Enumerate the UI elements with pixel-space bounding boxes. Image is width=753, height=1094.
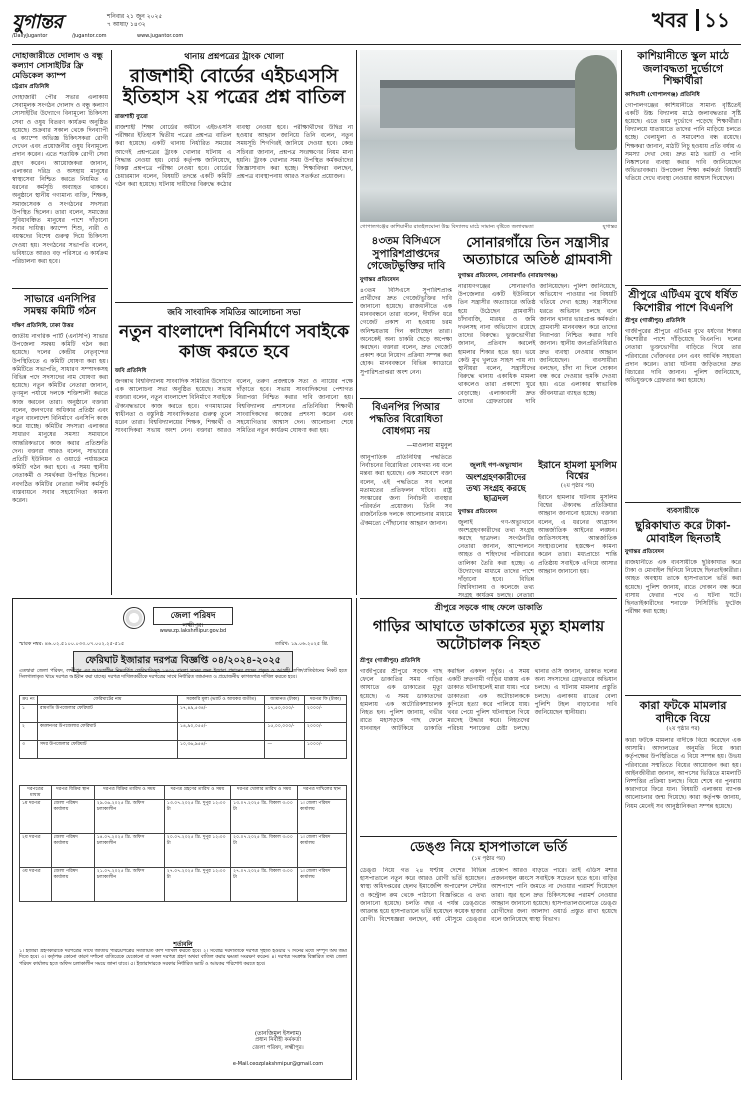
byline: যুগান্তর প্রতিবেদন: [360, 276, 400, 283]
table-cell: ২য় দরপত্র: [20, 834, 52, 868]
table-header: ফেরিঘাটের নাম: [38, 696, 178, 705]
notice-title: ফেরিঘাট ইজারার দরপত্র বিজ্ঞপ্তি ০৪/২০২৪-২০২৫: [73, 651, 293, 672]
section-divider: [696, 9, 699, 31]
story-sreepur-girl: [625, 289, 741, 499]
social-facebook[interactable]: /DailyJugantor: [12, 33, 48, 39]
table-cell: ১৭,৪৯,৫৩৪/-: [178, 704, 265, 722]
table-cell: ১০০০/-: [305, 740, 347, 758]
byline: শ্রীপুর (গাজীপুর) প্রতিনিধি: [625, 318, 686, 324]
body-text: নারায়ণগঞ্জের সোনারগাঁও উপজেলার একটি ইউনিয়নে তিন সন্ত্রাসীর অত্যাচারে অতিষ্ঠ হয়ে উঠেছেন গ্রামবাসী। চাঁদাবাজি, মারধর ও জমি দখলসহ নানা অভিযোগ রয়েছে তাদের বিরুদ্ধে। ভুক্তভোগীরা জানান, প্রতিবাদ করলেই হামলার শিকার হতে হয়। ভয়ে কেউ মুখ খুলতে সাহস পায় না। স্থানীয়রা বলেন, সন্ত্রাসীদের বিরুদ্ধে থানায় একাধিক মামলা থাকলেও তারা প্রকাশ্যে ঘুরে বেড়াচ্ছে। এলাকাবাসী দ্রুত তাদের গ্রেফতারের দাবি জানিয়েছেন। পুলিশ জানিয়েছে, অভিযোগ পাওয়ার পর বিষয়টি খতিয়ে দেখা হচ্ছে। সন্ত্রাসীদের ধরতে অভিযান চলছে বলে জানান থানার ভারপ্রাপ্ত কর্মকর্তা। গ্রামবাসী মানববন্ধন করে তাদের নিরাপত্তা নিশ্চিত করার দাবি জানান। স্থানীয় জনপ্রতিনিধিরাও দ্রুত ব্যবস্থা নেওয়ার আহ্বান জানিয়েছেন। ব্যবসায়ীরা বলছেন, চাঁদা না দিলে দোকান বন্ধ করে দেওয়ার হুমকি দেওয়া হয়। এতে এলাকার স্বাভাবিক জীবনযাত্রা ব্যাহত হচ্ছে।: [458, 283, 617, 405]
column-rule: [356, 50, 357, 595]
table-cell: ২: [20, 722, 38, 740]
body-text: ইরানে হামলার ঘটনায় মুসলিম বিশ্বের ঐক্যবদ্ধ প্রতিক্রিয়ার আহ্বান জানানো হয়েছে। বক্তারা বলেন, এ ধরনের আগ্রাসন আন্তর্জাতিক আইনের লঙ্ঘন। জাতিসংঘসহ আন্তর্জাতিক সংস্থাগুলোর হস্তক্ষেপ কামনা করেন তারা। মধ্যপ্রাচ্যে শান্তি প্রতিষ্ঠায় সবাইকে এগিয়ে আসার আহ্বান জানানো হয়।: [538, 494, 617, 575]
story-sonargaon: [458, 235, 617, 455]
divider: [625, 695, 741, 696]
story-iran: [538, 460, 617, 594]
byline: দক্ষিণ প্রতিনিধি, ঢাকা উত্তর: [12, 323, 74, 329]
story-business: [625, 506, 741, 692]
table-row: [20, 800, 347, 834]
photo-tree: [575, 55, 617, 150]
table-cell: ২৯.০৬.২০২৫ খ্রি. অফিস চলাকালীন: [94, 800, 164, 834]
table-header-row: [20, 696, 347, 705]
signature-role: প্রধান নির্বাহী কর্মকর্তা: [254, 1037, 301, 1043]
story-left-2: [12, 294, 108, 594]
kicker: শ্রীপুরে সড়কে গাছ ফেলে ডাকাতি: [434, 602, 543, 612]
body-text: রাজশাহী শিক্ষা বোর্ডের অধীনে এইচএসসি পরীক্ষার ইতিহাস দ্বিতীয় পত্রের প্রশ্নপত্র বাতিল করা হয়েছে। একটি থানায় নির্ধারিত সময়ের আগেই প্রশ্নপত্রের ট্রাংক খোলার ঘটনায় এ সিদ্ধান্ত নেওয়া হয়। বোর্ড কর্তৃপক্ষ জানিয়েছে, বিকল্প প্রশ্নপত্রে পরীক্ষা নেওয়া হবে। বোর্ডের চেয়ারম্যান বলেন, বিষয়টি তদন্তে একটি কমিটি গঠন করা হয়েছে। ঘটনায় দায়ীদের বিরুদ্ধে কঠোর ব্যবস্থা নেওয়া হবে। পরীক্ষার্থীদের উদ্বিগ্ন না হওয়ার আহ্বান জানিয়ে তিনি বলেন, নতুন সময়সূচি শিগগিরই জানিয়ে দেওয়া হবে। কেন্দ্র সচিবরা জানান, প্রশ্নপত্র সংরক্ষণের নিয়ম মানা হয়নি। ট্রাংক খোলার সময় উপস্থিত কর্মকর্তাদের জিজ্ঞাসাবাদ করা হচ্ছে। শিক্ষাবিদরা বলছেন, প্রশ্নপত্র ব্যবস্থাপনায় আরও সতর্কতা প্রয়োজন।: [115, 124, 353, 189]
date-line-2: ৭ আষাঢ় ১৪৩২: [107, 21, 146, 28]
column-rule: [356, 598, 357, 1080]
headline: ছুরিকাঘাত করে টাকা-মোবাইল ছিনতাই: [635, 519, 731, 545]
divider: [360, 598, 617, 599]
table-header: সরকারি মূল্য (ভ্যাট ও আয়কর ব্যতীত): [178, 696, 265, 705]
byline: চট্টগ্রাম প্রতিনিধি: [12, 84, 50, 90]
table-header-row: [20, 786, 347, 800]
story-bcs: [360, 235, 452, 395]
headline: বিএনপির পিআর পদ্ধতির বিরোধিতা বোধগম্য নয়: [369, 402, 443, 437]
table-cell: সদর উপজেলার ফেরিঘাট: [38, 740, 178, 758]
table-header: দরপত্র বিক্রির স্থান: [51, 786, 94, 800]
notice-email[interactable]: e-Mail.ceozplakshmipur@gmail.com: [232, 1061, 324, 1067]
body-text: আনুপাতিক প্রতিনিধিত্ব পদ্ধতিতে নির্বাচনের বিরোধিতা বোধগম্য নয় বলে মন্তব্য করা হয়েছে। এক সমাবেশে বক্তা বলেন, এই পদ্ধতিতে সব দলের মতামতের প্রতিফলন ঘটবে। রাষ্ট্র সংস্কারের জন্য নির্বাচনী ব্যবস্থার পরিবর্তন প্রয়োজন। তিনি সব রাজনৈতিক দলকে আলোচনার মাধ্যমে ঐকমত্যে পৌঁছানোর আহ্বান জানান।: [360, 454, 452, 527]
site-link[interactable]: www.jugantor.com: [137, 33, 184, 39]
table-header: দরপত্র ফি (টাকা): [305, 696, 347, 705]
photo-caption: গোপালগঞ্জের কাশিয়ানীর রাতইলঘোনা উচ্চ বিদ্যালয় মাঠে সামান্য বৃষ্টিতে জলাবদ্ধতা: [360, 224, 534, 230]
divider: [360, 398, 452, 399]
byline: কাশিয়ানী (গোপালগঞ্জ) প্রতিনিধি: [625, 91, 700, 98]
tender-notice: [12, 598, 352, 1080]
kicker: ব্যবসায়ীকে: [666, 506, 700, 515]
kicker: থানায় প্রশ্নপত্রের ট্রাংক খোলা: [184, 52, 284, 62]
column-rule: [111, 50, 112, 595]
divider: [625, 502, 741, 503]
headline: অংশগ্রহণকারীদের তথ্য সংগ্রহ করছে ছাত্রদল: [465, 473, 527, 504]
table-cell: ২১.০৭.২০২৫ খ্রি. অফিস চলাকালীন: [94, 868, 164, 902]
story-juli: [458, 460, 534, 599]
schedule-table: [19, 785, 347, 902]
table-cell: ২৭.০৭.২০২৫ খ্রি. বিকাল ৩:০০ টা: [231, 868, 298, 902]
table-cell: ৩: [20, 740, 38, 758]
table-cell: ১৪.০৭.২০২৫ খ্রি. অফিস চলাকালীন: [94, 834, 164, 868]
lease-table: [19, 695, 347, 759]
page-number: ১১: [704, 8, 730, 32]
body-text: রাজধানীতে এক ব্যবসায়ীকে ছুরিকাঘাত করে টাকা ও মোবাইল ছিনিয়ে নিয়েছে ছিনতাইকারীরা। আহত অবস্থায় তাকে হাসপাতালে ভর্তি করা হয়েছে। পুলিশ জানায়, রাতে দোকান বন্ধ করে বাসায় ফেরার পথে এ ঘটনা ঘটে। ছিনতাইকারীদের শনাক্তে সিসিটিভি ফুটেজ পরীক্ষা করা হচ্ছে।: [625, 559, 741, 616]
headline: নতুন বাংলাদেশ বিনির্মাণে সবাইকে কাজ করতে হবে: [119, 322, 349, 362]
story-center-2: [115, 306, 353, 594]
table-cell: ১০,৩৬,৯৫৪/-: [178, 740, 265, 758]
headline: কাশিয়ানীতে স্কুল মাঠে জলাবদ্ধতা দুর্ভোগে শিক্ষার্থীরা: [637, 50, 729, 87]
table-cell: জেলা পরিষদ কার্যালয়: [51, 834, 94, 868]
notice-place: লক্ষ্মীপুর।: [182, 622, 204, 629]
table-cell: ৩য় দরপত্র: [20, 868, 52, 902]
table-row: [20, 834, 347, 868]
table-cell: কমলনগর উপজেলার ফেরিঘাট: [38, 722, 178, 740]
column-rule: [621, 50, 622, 1080]
body-text: জাতীয় নাগরিক পার্টি (এনসিপি) সাভার উপজেলা সমন্বয় কমিটি গঠন করা হয়েছে। দলের কেন্দ্রীয় নেতৃবৃন্দের উপস্থিতিতে এ কমিটি ঘোষণা করা হয়। কমিটিতে সভাপতি, সাধারণ সম্পাদকসহ বিভিন্ন পদে সদস্যদের নাম ঘোষণা করা হয়েছে। নতুন কমিটির নেতারা জানান, তৃণমূল পর্যায়ে দলকে শক্তিশালী করতে কাজ করবেন তারা। অনুষ্ঠানে বক্তারা বলেন, জনগণের অধিকার প্রতিষ্ঠা এবং নতুন বাংলাদেশ বিনির্মাণে এনসিপি কাজ করে যাচ্ছে। কমিটির সদস্যরা এলাকার সাধারণ মানুষের সমস্যা সমাধানে আন্তরিকভাবে কাজ করার প্রতিশ্রুতি দেন। বক্তারা আরও বলেন, সাভারের প্রতিটি ইউনিয়ন ও ওয়ার্ডে পর্যায়ক্রমে কমিটি গঠন করা হবে। এ সময় স্থানীয় নেতাকর্মী ও সমর্থকরা উপস্থিত ছিলেন। নবগঠিত কমিটির নেতারা দলীয় কর্মসূচি বাস্তবায়নে সবার সহযোগিতা কামনা করেন।: [12, 333, 108, 505]
story-sreepur: [360, 602, 617, 832]
subtitle: (১ম পৃষ্ঠার পর): [471, 856, 506, 862]
body-text: গাজীপুরের শ্রীপুরে এটিএম বুথে ধর্ষণের শিকার কিশোরীর পাশে দাঁড়িয়েছে বিএনপি। দলের নেতারা ভুক্তভোগীর বাড়িতে গিয়ে তার পরিবারের খোঁজখবর নেন এবং আর্থিক সহায়তা প্রদান করেন। তারা ঘটনায় জড়িতদের দ্রুত বিচারের দাবি জানান। পুলিশ জানিয়েছে, অভিযুক্তকে গ্রেফতার করা হয়েছে।: [625, 328, 741, 385]
byline: শ্রীপুর (গাজীপুর) প্রতিনিধি: [360, 658, 421, 664]
news-photo: [360, 50, 617, 222]
table-header: দরপত্র গ্রহণের তারিখ ও সময়: [164, 786, 230, 800]
headline: রাজশাহী বোর্ডের এইচএসসি ইতিহাস ২য় পত্রের প্রশ্ন বাতিল: [122, 66, 346, 108]
body-text: ডেঙ্গু নিয়ে গত ২৪ ঘণ্টায় দেশের বিভিন্ন হাসপাতালে নতুন করে আরও রোগী ভর্তি হয়েছেন। স্বাস্থ্য অধিদপ্তরের হেলথ ইমার্জেন্সি অপারেশন সেন্টার ও কন্ট্রোল রুম থেকে পাঠানো বিজ্ঞপ্তিতে এ তথ্য জানানো হয়েছে। চলতি বছর এ পর্যন্ত ডেঙ্গুতে আক্রান্ত হয়ে হাসপাতালে ভর্তি হয়েছেন কয়েক হাজার রোগী। বিশেষজ্ঞরা বলছেন, বর্ষা মৌসুমে ডেঙ্গুর প্রকোপ আরও বাড়তে পারে। তাই এডিস মশার প্রজননস্থল ধ্বংসে সবাইকে সচেতন হতে হবে। বাড়ির আশপাশে পানি জমতে না দেওয়ার পরামর্শ দিয়েছেন তারা। জ্বর হলে দ্রুত চিকিৎসকের পরামর্শ নেওয়ার আহ্বান জানানো হয়েছে। হাসপাতালগুলোতে ডেঙ্গু রোগীদের জন্য আলাদা ওয়ার্ড প্রস্তুত রাখা হয়েছে বলে জানিয়েছে স্বাস্থ্য বিভাগ।: [360, 867, 617, 924]
divider: [12, 288, 108, 289]
divider: [360, 836, 617, 837]
table-cell: ১। জেলা পরিষদ কার্যালয়: [298, 800, 347, 834]
byline: যুগান্তর প্রতিবেদন, সোনারগাঁও (নারায়ণগঞ্জ): [458, 273, 558, 279]
byline: যুগান্তর প্রতিবেদন: [458, 508, 498, 515]
photo-roof: [380, 80, 580, 88]
social-twitter[interactable]: /jugantor.com: [72, 33, 107, 39]
divider: [625, 285, 741, 286]
table-cell: ১৪,৯০,০৫৫/-: [178, 722, 265, 740]
story-jail: [625, 699, 741, 1079]
table-header: জামানত (টাকা): [265, 696, 305, 705]
divider: [115, 302, 353, 303]
table-header: দরপত্র খোলার তারিখ ও সময়: [231, 786, 298, 800]
table-cell: ১৩.০৭.২০২৫ খ্রি. দুপুর ১২:০০ টা: [164, 800, 230, 834]
notice-memo: স্মারক নম্বর: ৪৬.০২.৫১০০.০৩৩.০৭.০০২.২৫-৫১৫: [19, 641, 125, 647]
table-header: ক্রঃ নং: [20, 696, 38, 705]
byline: যুগান্তর প্রতিবেদন: [625, 549, 665, 555]
body-text: জগন্নাথ বিশ্ববিদ্যালয় সাংবাদিক সমিতির উদ্যোগে এক আলোচনা সভা অনুষ্ঠিত হয়েছে। সভায় বক্তারা বলেন, নতুন বাংলাদেশ বিনির্মাণে সবাইকে ঐক্যবদ্ধভাবে কাজ করতে হবে। গণমাধ্যমের স্বাধীনতা ও বস্তুনিষ্ঠ সাংবাদিকতার গুরুত্ব তুলে ধরেন তারা। বিশ্ববিদ্যালয়ের শিক্ষক, শিক্ষার্থী ও সাংবাদিকরা সভায় অংশ নেন। বক্তারা আরও বলেন, তরুণ প্রজন্মকে সত্য ও ন্যায়ের পক্ষে দাঁড়াতে হবে। সভায় সাংবাদিকদের পেশাগত নিরাপত্তা নিশ্চিত করার দাবি জানানো হয়। বিশ্ববিদ্যালয় প্রশাসনের প্রতিনিধিরা শিক্ষার্থী সাংবাদিকদের কাজের প্রশংসা করেন এবং সহযোগিতার আশ্বাস দেন। আলোচনা শেষে সমিতির নতুন কার্যক্রম ঘোষণা করা হয়।: [115, 378, 353, 435]
headline: শ্রীপুরে এটিএম বুথে ধর্ষিত কিশোরীর পাশে বিএনপি: [628, 289, 738, 314]
newspaper-logo: যুগান্তর: [12, 11, 63, 33]
photo-water: [360, 140, 617, 222]
masthead-rule: [12, 44, 741, 45]
body-text: গোপালগঞ্জের কাশিয়ানীতে সামান্য বৃষ্টিতেই একটি উচ্চ বিদ্যালয় মাঠে জলাবদ্ধতার সৃষ্টি হয়েছে। এতে চরম দুর্ভোগে পড়েছে শিক্ষার্থীরা। বিদ্যালয়ে যাতায়াতে তাদের পানি মাড়িয়ে চলতে হচ্ছে। খেলাধুলা ও সমাবেশও বন্ধ রয়েছে। শিক্ষকরা জানান, মাঠটি নিচু হওয়ায় প্রতি বর্ষায় এ সমস্যা দেখা দেয়। দ্রুত মাঠ ভরাট ও পানি নিষ্কাশনের ব্যবস্থা করার দাবি জানিয়েছেন অভিভাবকরা। উপজেলা শিক্ষা কর্মকর্তা বিষয়টি খতিয়ে দেখে ব্যবস্থা নেওয়ার আশ্বাস দিয়েছেন।: [625, 101, 741, 183]
headline: দোহাজারীতে দোলাদ ও বন্ধু কল্যাণ সোসাইটির ফ্রি মেডিকেল ক্যাম্প: [12, 50, 104, 80]
table-cell: ১: [20, 704, 38, 722]
section-name: খবর: [652, 8, 688, 32]
byline: রাজশাহী ব্যুরো: [115, 114, 148, 120]
headline: ডেঙ্গু নিয়ে হাসপাতালে ভর্তি: [409, 840, 568, 855]
story-dengue: [360, 840, 617, 1080]
conditions-title: শর্তাবলি: [173, 941, 193, 948]
table-cell: জেলা পরিষদ কার্যালয়: [51, 800, 94, 834]
body-text: কারা ফটকে মামলার বাদীকে বিয়ে করেছেন এক আসামি। আদালতের অনুমতি নিয়ে কারা কর্তৃপক্ষের উপস্থিতিতে এ বিয়ে সম্পন্ন হয়। উভয় পরিবারের সম্মতিতে বিয়ের আয়োজন করা হয়। আইনজীবীরা জানান, আপসের ভিত্তিতে মামলাটি নিষ্পত্তির প্রক্রিয়া চলছে। বিয়ে শেষে বর পুনরায় কারাগারে ফিরে যান। বিষয়টি এলাকায় ব্যাপক আলোচনার জন্ম দিয়েছে। কারা কর্তৃপক্ষ জানায়, নিয়ম মেনেই সব আনুষ্ঠানিকতা সম্পন্ন হয়েছে।: [625, 737, 741, 810]
table-row: [20, 722, 347, 740]
table-row: [20, 740, 347, 758]
headline: কারা ফটকে মামলার বাদীকে বিয়ে: [639, 699, 727, 725]
masthead: [12, 6, 741, 42]
body-text: ৪৩তম বিসিএসে সুপারিশপ্রাপ্ত প্রার্থীদের দ্রুত গেজেটভুক্তির দাবি জানানো হয়েছে। রাজধানীতে এক মানববন্ধনে তারা বলেন, দীর্ঘদিন ধরে গেজেট প্রকাশ না হওয়ায় চরম অনিশ্চয়তায় দিন কাটাচ্ছেন তারা। অনেকেই অন্য চাকরি ছেড়ে অপেক্ষা করছেন। বক্তারা বলেন, দ্রুত গেজেট প্রকাশ করে নিয়োগ প্রক্রিয়া সম্পন্ন করা হোক। মানববন্ধনে বিভিন্ন ক্যাডারে সুপারিশপ্রাপ্তরা অংশ নেন।: [360, 286, 452, 376]
conditions-text: ১। ইজারা গ্রহণকারীকে দরপত্রের সাথে জাতীয় পরিচয়পত্রের সত্যায়িত কপি দাখিল করতে হবে। ২। সর্বোচ্চ দরদাতাকে দরপত্র গৃহীত হওয়ার ৭ দিনের মধ্যে সম্পূর্ণ অর্থ জমা দিতে হবে। ৩। কর্তৃপক্ষ কোনো কারণ দর্শানো ব্যতিরেকে যেকোনো বা সকল দরপত্র গ্রহণ অথবা বাতিল করার ক্ষমতা সংরক্ষণ করেন। ৪। দরপত্র সংক্রান্ত বিস্তারিত তথ্য জেলা পরিষদ কার্যালয় হতে অফিস চলাকালীন সময়ে জানা যাবে। ৫। ইজারাদারকে সরকার নির্ধারিত ভ্যাট ও আয়কর পরিশোধ করতে হবে।: [19, 949, 347, 967]
notice-intro: এতদ্বারা জেলা পরিষদ, লক্ষ্মীপুর এর আওতাধীন নিম্নবর্ণিত ফেরিঘাটসমূহ ১৪৩২ বাংলা সনের জন্য ইজারা প্রদানের লক্ষ্যে প্রকৃত ও আগ্রহী ব্যক্তি/প্রতিষ্ঠানের নিকট হতে সিলগালাকৃত খামে দরপত্র আহ্বান করা যাচ্ছে। দরপত্র দাখিলকারীকে দরপত্রের সাথে নির্ধারিত জামানত ও প্রয়োজনীয় কাগজপত্র দাখিল করতে হবে।: [19, 669, 347, 681]
table-cell: ২০.০৭.২০২৫ খ্রি. বিকাল ৩:০০ টা: [231, 834, 298, 868]
table-cell: রামগতি উপজেলার ফেরিঘাট: [38, 704, 178, 722]
table-cell: ১৫,০০,০০০/-: [265, 722, 305, 740]
story-left-1: [12, 50, 108, 284]
table-cell: ২০.০৭.২০২৫ খ্রি. দুপুর ১২:০০ টা: [164, 834, 230, 868]
story-kashiani: [625, 50, 741, 282]
headline: ৪৩তম বিসিএসে সুপারিশপ্রাপ্তদের গেজেটভুক্তির দাবি: [366, 235, 446, 272]
table-cell: ১ম দরপত্র: [20, 800, 52, 834]
notice-org: জেলা পরিষদ: [153, 607, 233, 625]
kicker: জবি সাংবাদিক সমিতির আলোচনা সভা: [167, 308, 301, 318]
body-text: দোহাজারী পৌর সভার এলাকায় সেবামূলক সংগঠন দোলাদ ও বন্ধু কল্যাণ সোসাইটির উদ্যোগে বিনামূল্যে চিকিৎসা সেবা ও ওষুধ বিতরণ কার্যক্রম অনুষ্ঠিত হয়েছে। শুক্রবার সকাল থেকে দিনব্যাপী এ ক্যাম্পে অভিজ্ঞ চিকিৎসকরা রোগী দেখেন এবং প্রয়োজনীয় ওষুধ বিনামূল্যে প্রদান করেন। এতে শতাধিক রোগী সেবা গ্রহণ করেন। আয়োজকরা জানান, এলাকার দরিদ্র ও অসহায় মানুষের স্বাস্থ্যসেবা নিশ্চিত করতে নিয়মিত এ ধরনের কর্মসূচি অব্যাহত থাকবে। অনুষ্ঠানে স্থানীয় গণ্যমান্য ব্যক্তি, শিক্ষক, সমাজসেবক ও সংগঠনের সদস্যরা উপস্থিত ছিলেন। তারা বলেন, সমাজের সুবিধাবঞ্চিত মানুষের পাশে দাঁড়ানো সবার দায়িত্ব। ক্যাম্পে শিশু, নারী ও বয়স্কদের বিশেষ গুরুত্ব দিয়ে চিকিৎসা দেওয়া হয়। সংগঠনের সভাপতি বলেন, ভবিষ্যতে আরও বড় পরিসরে এ কার্যক্রম পরিচালনা করা হবে।: [12, 94, 108, 266]
lead-story: [115, 50, 353, 300]
notice-date: তারিখ: ১৯.০৬.২০২৫ খ্রি.: [275, 641, 329, 647]
photo-credit: যুগান্তর: [602, 224, 617, 230]
date-line: শনিবার ২১ জুন ২০২৫: [107, 13, 163, 20]
table-cell: ১। জেলা পরিষদ কার্যালয়: [298, 834, 347, 868]
signature-org: জেলা পরিষদ, লক্ষ্মীপুর।: [252, 1045, 304, 1051]
table-cell: ২০০০/-: [305, 704, 347, 722]
body-text: গাজীপুরের শ্রীপুরে সড়কে গাছ ফেলে ডাকাতির সময় গাড়ির আঘাতে এক ডাকাতের মৃত্যু হয়েছে। এ সময় ডাকাতদের হামলায় এক অটোরিকশাচালক নিহত হন। পুলিশ জানায়, গভীর রাতে মহাসড়কে গাছ ফেলে যানবাহন আটকিয়ে ডাকাতি করছিল একদল দুর্বৃত্ত। এ সময় একটি দ্রুতগামী গাড়ির ধাক্কায় এক ডাকাত ঘটনাস্থলেই মারা যায়। পরে ডাকাতরা এক অটোচালককে কুপিয়ে হত্যা করে পালিয়ে যায়। খবর পেয়ে পুলিশ ঘটনাস্থলে গিয়ে মরদেহ উদ্ধার করে। নিহতদের পরিচয় শনাক্তের চেষ্টা চলছে। থানার ওসি জানান, ডাকাত দলের অন্য সদস্যদের গ্রেফতারে অভিযান চলছে। এ ঘটনায় মামলার প্রস্তুতি চলছে। এলাকায় রাতের বেলা পুলিশি টহল বাড়ানোর দাবি জানিয়েছেন স্থানীয়রা।: [360, 668, 617, 733]
subtitle: (২য় পৃষ্ঠার পর): [560, 483, 595, 489]
kicker: জুলাই গণ-অভ্যুত্থান: [469, 461, 523, 469]
govt-seal-icon: [123, 607, 145, 629]
table-header: দরপত্র দাখিলের স্থান: [298, 786, 347, 800]
headline: গাড়ির আঘাতে ডাকাতের মৃত্যু হামলায় অটোচালক নিহত: [372, 617, 605, 653]
headline: সোনারগাঁয়ে তিন সন্ত্রাসীর অত্যাচারে অতিষ্ঠ গ্রামবাসী: [463, 235, 612, 268]
table-cell: ২৭.০৭.২০২৫ খ্রি. দুপুর ১২:০০ টা: [164, 868, 230, 902]
notice-web[interactable]: www.zp.lakshmipur.gov.bd: [159, 628, 227, 634]
byline: জবি প্রতিনিধি: [115, 368, 147, 374]
table-row: [20, 868, 347, 902]
table-cell: ১৩.০৭.২০২৫ খ্রি. বিকাল ৩:০০ টা: [231, 800, 298, 834]
table-cell: —: [265, 740, 305, 758]
table-cell: ১। জেলা পরিষদ কার্যালয়: [298, 868, 347, 902]
story-bnp: [360, 402, 452, 594]
table-cell: ২০০০/-: [305, 722, 347, 740]
subtitle: (২য় পৃষ্ঠার পর): [666, 726, 700, 732]
headline: সাভারে এনসিপির সমন্বয় কমিটি গঠন: [24, 294, 96, 317]
body-text: জুলাই গণ-অভ্যুত্থানে অংশগ্রহণকারীদের তথ্য সংগ্রহ করছে ছাত্রদল। সংগঠনটির নেতারা জানান, আন্দোলনে আহত ও শহিদদের পরিবারের তালিকা তৈরি করা হচ্ছে। এ উদ্যোগের মাধ্যমে তাদের পাশে দাঁড়ানো হবে। বিভিন্ন বিশ্ববিদ্যালয় ও কলেজে তথ্য সংগ্রহ কার্যক্রম চলছে। নেতারা: [458, 518, 534, 599]
headline: ইরানে হামলা মুসলিম বিশ্বের: [538, 460, 617, 482]
table-cell: ১৭,৫০,০০০/-: [265, 704, 305, 722]
table-header: দরপত্রের মাধ্যম: [20, 786, 52, 800]
table-row: [20, 704, 347, 722]
table-cell: জেলা পরিষদ কার্যালয়: [51, 868, 94, 902]
byline: —মাওলানা মামুনুল: [406, 442, 452, 449]
table-header: দরপত্র বিক্রির তারিখ ও সময়: [94, 786, 164, 800]
signature-name: (তানজিমুল ইসলাম): [254, 1031, 302, 1037]
